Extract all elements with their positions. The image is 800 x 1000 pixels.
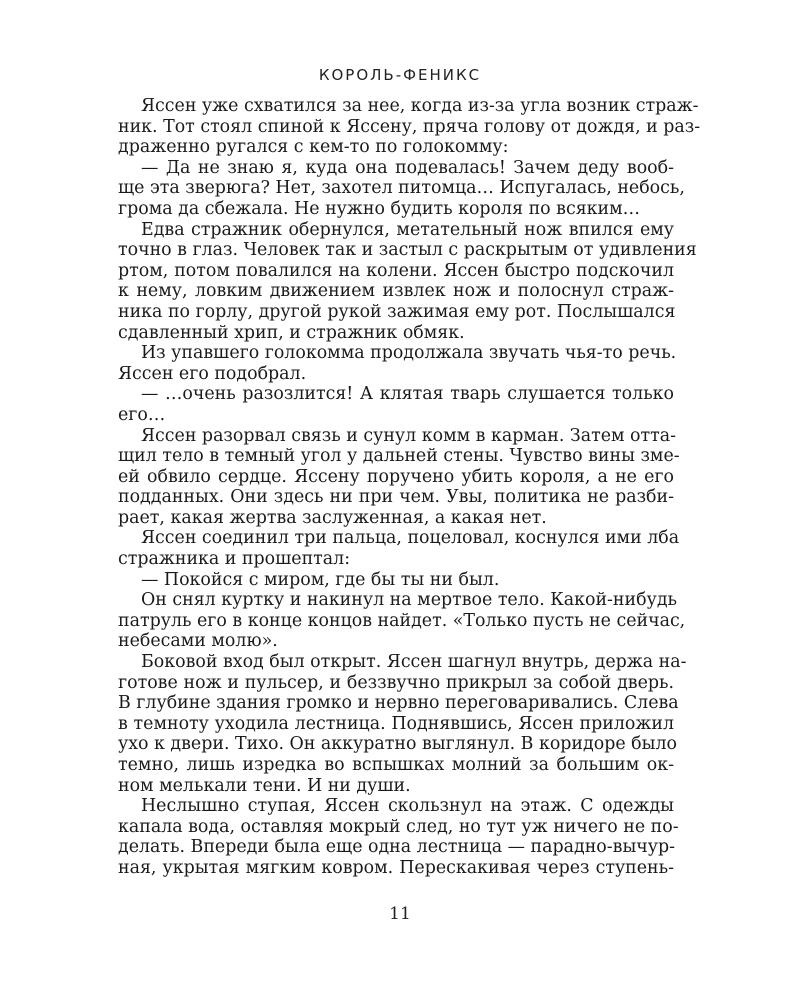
text-line: Неслышно ступая, Яссен скользнул на этаж. С одежды bbox=[141, 796, 674, 817]
text-line: подданных. Они здесь ни при чем. Увы, политика не разби- bbox=[118, 487, 674, 508]
page-number: 11 bbox=[389, 904, 411, 924]
text-line: ей обвило сердце. Яссену поручено убить короля, а не его bbox=[118, 466, 674, 487]
text-line: ртом, потом повалился на колени. Яссен быстро подскочил bbox=[118, 260, 674, 281]
text-line: — Да не знаю я, куда она подевалась! Зачем деду вооб- bbox=[141, 157, 674, 178]
text-line: ном мелькали тени. И ни души. bbox=[118, 775, 411, 796]
text-line: грома да сбежала. Не нужно будить короля по всяким… bbox=[118, 198, 641, 219]
text-line: Яссен уже схватился за нее, когда из-за угла возник страж- bbox=[141, 96, 699, 116]
text-line: ще эта зверюга? Нет, захотел питомца… Испугалась, небось, bbox=[118, 178, 685, 199]
text-line: небесами молю». bbox=[118, 631, 278, 652]
text-line: ухо к двери. Тихо. Он аккуратно выглянул. В коридоре было bbox=[118, 734, 677, 755]
text-line: Яссен разорвал связь и сунул комм в карман. Затем отта- bbox=[141, 425, 677, 446]
text-line: патруль его в конце концов найдет. «Только пусть не сейчас, bbox=[118, 610, 686, 631]
text-line: рает, какая жертва заслуженная, а какая нет. bbox=[118, 507, 547, 528]
text-line: Боковой вход был открыт. Яссен шагнул внутрь, держа на- bbox=[141, 652, 687, 673]
text-line: сдавленный хрип, и стражник обмяк. bbox=[118, 322, 465, 343]
text-line: Едва стражник обернулся, метательный нож впился ему bbox=[141, 219, 674, 240]
text-line: — …очень разозлится! А клятая тварь слушается только bbox=[141, 384, 674, 405]
text-line: ник. Тот стоял спиной к Яссену, пряча голову от дождя, и раз- bbox=[118, 116, 701, 137]
text-line: — Покойся с миром, где бы ты ни был. bbox=[141, 569, 500, 590]
text-line: делать. Впереди была еще одна лестница — парадно-вычур- bbox=[118, 837, 676, 858]
text-line: В глубине здания громко и нервно переговаривались. Слева bbox=[118, 693, 679, 714]
text-line: Яссен его подобрал. bbox=[118, 363, 307, 384]
running-title: КОРОЛЬ-ФЕНИКС bbox=[318, 66, 482, 84]
text-line: точно в глаз. Человек так и застыл с раскрытым от удивления bbox=[118, 240, 697, 261]
text-line: Из упавшего голокомма продолжала звучать чья-то речь. bbox=[141, 343, 677, 364]
body-text bbox=[118, 96, 701, 879]
text-line: ная, укрытая мягким ковром. Перескакивая через ступень- bbox=[118, 857, 674, 878]
text-line: к нему, ловким движением извлек нож и полоснул страж- bbox=[118, 281, 674, 302]
text-line: щил тело в темный угол у дальней стены. Чувство вины зме- bbox=[118, 446, 680, 467]
text-line: Он снял куртку и накинул на мертвое тело. Какой-нибудь bbox=[141, 590, 677, 611]
text-line: его… bbox=[118, 404, 166, 425]
text-line: Яссен соединил три пальца, поцеловал, коснулся ими лба bbox=[141, 528, 680, 549]
text-line: драженно ругался с кем-то по голокомму: bbox=[118, 137, 509, 158]
text-line: в темноту уходила лестница. Поднявшись, Яссен приложил bbox=[118, 713, 674, 734]
text-line: капала вода, оставляя мокрый след, но тут уж ничего не по- bbox=[118, 816, 679, 837]
text-line: темно, лишь изредка во вспышках молний за большим ок- bbox=[118, 755, 674, 775]
text-line: стражника и прошептал: bbox=[118, 549, 351, 570]
text-line: готове нож и пульсер, и беззвучно прикрыл за собой дверь. bbox=[118, 672, 674, 693]
text-line: ника по горлу, другой рукой зажимая ему рот. Послышался bbox=[118, 301, 676, 322]
